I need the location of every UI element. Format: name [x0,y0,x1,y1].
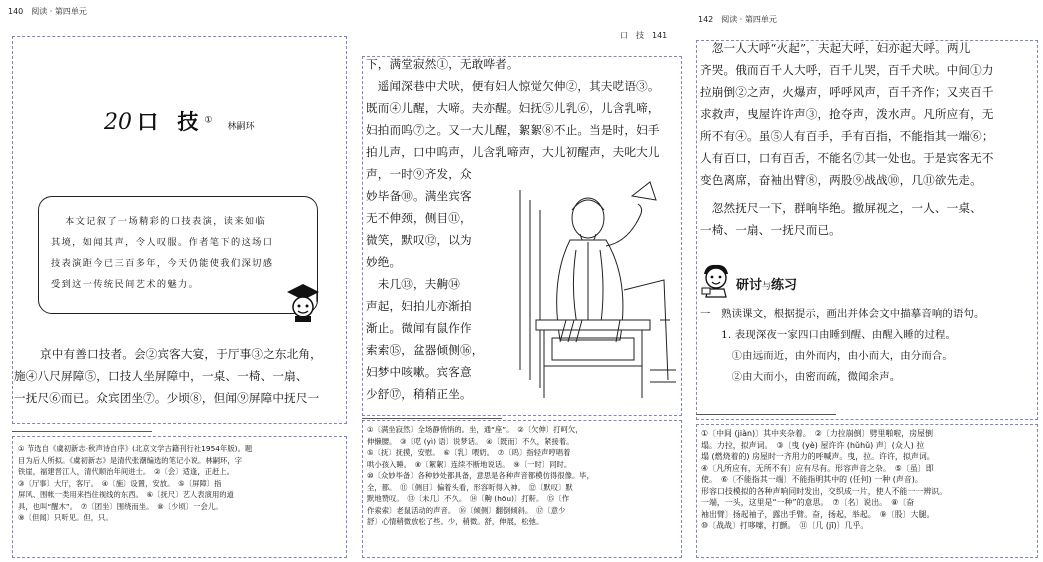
exercise-line: ①由远而近，由外而内，由小而大，由分而合。 [700,350,953,362]
paragraph-line: 拍儿声，口中呜声，儿含乳啼声，大儿初醒声，夫叱大儿 [366,145,660,159]
paragraph-line: 渐止。微闻有鼠作作 [366,321,472,335]
paragraph-line: 下，满堂寂然①，无敢哗者。 [366,57,519,71]
intro-line: 其境，如闻其声，令人叹服。作者笔下的这场口 [51,237,274,248]
footnote-line: 铁崖，福建晋江人，清代顺治年间进士。 ②〔会〕适逢，正赶上。 [18,467,234,476]
page3-footnotes [701,428,947,532]
footnote-line: 塌。力拉，拟声词。 ③〔曳 (yè) 屋许许 (hǔhǔ) 声〕(众人) 拉 [701,440,925,450]
paragraph-line: 少舒⑰，稍稍正坐。 [366,387,472,401]
footnote-line: ①〔中间 (jiàn)〕其中夹杂着。 ②〔力拉崩倒〕劈里啪啦，房屋倒 [701,429,934,438]
paragraph-line: 微笑，默叹⑫，以为 [366,233,472,247]
footnote-rule [362,418,502,419]
page1-footnotes [18,443,252,524]
footnote-rule [12,431,152,432]
page-header-middle: 口 技 141 [620,31,668,40]
paragraph-line: 遥闻深巷中犬吠，便有妇人惊觉欠伸②，其夫呓语③。 [366,79,660,93]
paragraph-line: 索索⑮，盆器倾侧⑯， [366,343,484,357]
section-title-join: 与 [762,282,772,292]
footnote-line: 袖出臂〕扬起袖子，露出手臂。奋，扬起，举起。 ⑨〔股〕大腿。 [701,509,935,519]
footnote-line: 全，都。 ⑪〔侧目〕偏着头看，形容听得入神。 ⑫〔默叹〕默 [367,482,573,492]
paragraph-line: 妇梦中咳嗽。宾客意 [366,365,472,379]
footnote-line: ⑩〔众妙毕备〕各种妙处都具备，意思是各种声音都模仿得很像。毕， [367,471,594,480]
paragraph-line: 人有百口，口有百舌，不能名⑦其一处也。于是宾客无不 [700,151,994,165]
section-heading [736,274,797,293]
paragraph-line: 妙毕备⑩。满坐宾客 [366,189,472,203]
footnote-line: ⑩〔战战〕打哆嗦，打颤。 ⑪〔几 (jī)〕几乎。 [701,521,869,530]
footnote-line: 塌 (燃烧着的) 房屋时一齐用力的呼喊声。曳，拉。许许，拟声词。 [701,452,935,461]
paragraph-line: 求救声，曳屋许许声③，抢夺声，泼水声。凡所应有，无 [700,107,994,121]
paragraph-line: 变色离席，奋袖出臂⑧，两股⑨战战⑩，几⑪欲先走。 [700,173,982,187]
intro-box [38,196,318,314]
page-header-right: 142 阅读 · 第四单元 [698,15,777,24]
footnote-line: ④〔凡所应有，无所不有〕应有尽有。形容声音之杂。 ⑤〔虽〕即 [701,463,934,473]
footnote-line: ⑨〔但闻〕只听见。但，只。 [18,513,113,522]
exercise-line: 一 熟读课文，根据提示，画出并体会文中描摹音响的语句。 [700,308,985,320]
section-title-2: 练习 [771,278,798,293]
paragraph-line: 声，一时⑨齐发，众 [366,167,472,181]
paragraph-line: 拉崩倒②之声，火爆声，呼呼风声，百千齐作；又夹百千 [700,85,994,99]
footnote-line: 目为后人所拟。《虞初新志》是清代张潮编选的笔记小说。林嗣环，字 [18,455,243,465]
paragraph-line: 施④八尺屏障⑤，口技人坐屏障中，一桌、一椅、一扇、 [14,369,308,383]
paragraph-line: 所不有④。虽⑤人有百手，手有百指，不能指其一端⑥； [700,129,994,143]
title-footnote-mark: ① [204,115,213,126]
page2-footnotes [367,424,594,528]
paragraph-line: 妇拍而呜⑦之。又一大儿醒，絮絮⑧不止。当是时，妇手 [366,123,660,137]
reading-mascot-icon [283,280,323,322]
footnote-line: 一端，一头，这里是“一种”的意思。 ⑦〔名〕说出。 ⑧〔奋 [701,498,915,507]
author-name: 林嗣环 [227,122,255,132]
exercise-line: ②由大而小，由密而疏，微闻余声。 [700,371,901,383]
paragraph-line: 妙绝。 [366,255,402,269]
paragraph-line: 齐哭。俄而百千人大呼，百千儿哭，百千犬吠。中间①力 [700,63,994,77]
footnote-line: ① 节选自《虞初新志·秋声诗自序》(北京文学古籍刊行社1954年版)。题 [18,444,253,453]
paragraph-line: 忽然抚尺一下，群响毕绝。撤屏视之，一人、一桌、 [700,201,982,215]
exercise-block [700,304,1036,396]
paragraph-line: 忽一人大呼“火起”，夫起大呼，妇亦起大呼。两儿 [700,41,971,55]
footnote-line: 使。 ⑥〔不能指其一端〕不能指明其中的 (任何) 一种 (声音)。 [701,475,923,484]
paragraph-line: 声起，妇拍儿亦渐拍 [366,299,472,313]
intro-line: 本文记叙了一场精彩的口技表演，读来如临 [65,216,267,227]
page2-body-narrow [366,164,496,408]
footnote-line: 具，也叫“醒木”。 ⑦〔团坐〕围绕而坐。 ⑧〔少顷〕一会儿。 [18,501,223,511]
paragraph-line: 未几⑬，夫齁⑭ [366,277,460,291]
paragraph-line: 既而④儿醒，大啼。夫亦醒。妇抚⑤儿乳⑥，儿含乳啼， [366,101,660,115]
cartoon-kid-icon [698,262,732,298]
paragraph-line: 一抚尺⑥而已。众宾团坐⑦。少顷⑧，但闻⑨屏障中抚尺一 [14,391,320,405]
intro-line: 技表演距今已三百多年，今天仍能使我们深切感 [51,258,274,269]
footnote-line: ①〔满坐寂然〕全场静悄悄的。坐，通“座”。 ②〔欠伸〕打呵欠， [367,425,583,434]
article-title [104,106,255,136]
footnote-line: 形容口技模拟的各种声响同时发出，交织成一片，使人不能一一辨识。 [701,486,948,496]
paragraph-line: 京中有善口技者。会②宾客大宴，于厅事③之东北角， [40,347,322,361]
performer-illustration [500,170,680,410]
page2-body-full [366,54,681,164]
footnote-line: ③〔厅事〕大厅，客厅。 ④〔施〕设置，安放。 ⑤〔屏障〕指 [18,478,222,488]
lesson-number: 20 [104,110,132,135]
section-title: 研讨 [736,278,763,293]
page3-body [700,38,1036,248]
page1-body [14,344,346,408]
footnote-line: 作索索〕老鼠活动的声音。 ⑯〔倾侧〕翻倒倾斜。 ⑰〔意少 [367,505,566,515]
footnote-line: ⑤〔抚〕抚摸，安慰。 ⑥〔乳〕喂奶。 ⑦〔呜〕指轻声哼唱着 [367,448,571,457]
footnote-line: 默地赞叹。 ⑬〔未几〕不久。 ⑭〔齁 (hōu)〕打鼾。 ⑮〔作 [367,494,570,503]
exercise-line: 1. 表现深夜一家四口由睡到醒、由醒入睡的过程。 [700,329,957,341]
footnote-line: 舒〕心情稍微放松了些。少，稍微。舒，伸展，松弛。 [367,517,544,526]
paragraph-line: 一椅、一扇、一抚尺而已。 [700,223,841,237]
page-header-left: 140 阅读 · 第四单元 [8,7,87,16]
intro-line: 受到这一传统民间艺术的魅力。 [51,279,200,290]
footnote-line: 伸懒腰。 ③〔呓 (yì) 语〕说梦话。 ④〔既而〕不久，紧接着。 [367,436,574,446]
footnote-line: 屏风、围帐一类用来挡住视线的东西。 ⑥〔抚尺〕艺人表演用的道 [18,490,234,499]
paragraph-line: 无不伸颈，侧目⑪， [366,211,472,225]
footnote-rule [696,414,836,415]
lesson-title: 口 技 [137,110,205,134]
footnote-line: 哄小孩入睡。 ⑧〔絮絮〕连续不断地说话。 ⑨〔一时〕同时。 [367,459,572,469]
